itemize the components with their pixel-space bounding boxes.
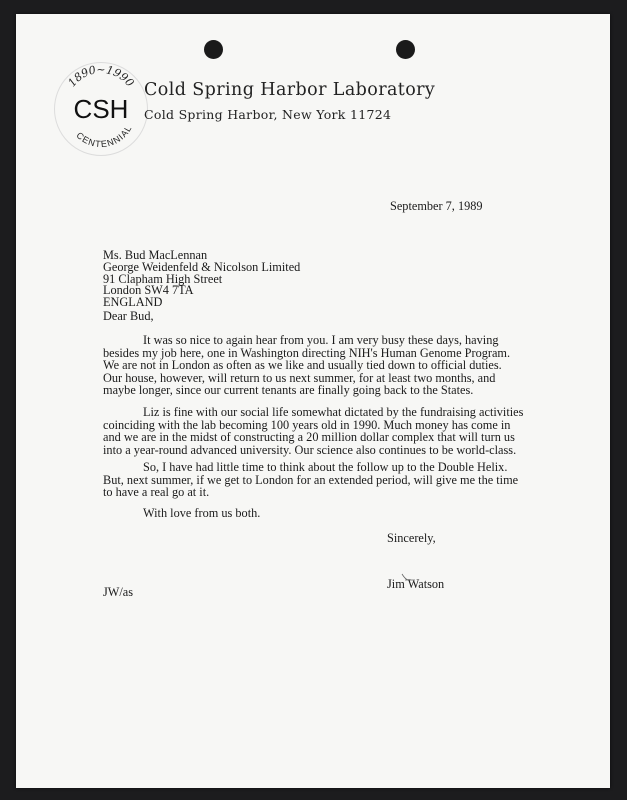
salutation: Dear Bud,: [103, 309, 154, 323]
institution-name: Cold Spring Harbor Laboratory: [144, 80, 436, 100]
paragraph-line: It was so nice to again hear from you. I am very busy these days, having: [143, 333, 499, 347]
paragraph-line: Our house, however, will return to us next summer, for at least two months, and: [103, 370, 496, 385]
body-paragraph-3: [103, 461, 518, 499]
seal-initials-text: CSH: [73, 94, 129, 124]
body-paragraph-2: [103, 406, 523, 456]
signer-name: Jim Watson: [387, 577, 445, 591]
paragraph-line: So, I have had little time to think about the follow up to the Double Helix.: [143, 460, 508, 474]
paragraph-line: into a year-round advanced university. Our science also continues to be world-class.: [103, 442, 517, 457]
seal-years-text: 1890~1990: [65, 63, 137, 90]
paragraph-line: Liz is fine with our social life somewhat dictated by the fundraising activities: [143, 405, 524, 419]
paragraph-line: besides my job here, one in Washington directing NIH's Human Genome Program.: [103, 345, 511, 360]
sign-off: Sincerely,: [387, 531, 436, 545]
recipient-line: London SW4 7TA: [103, 283, 194, 298]
closing-line: With love from us both.: [143, 506, 261, 520]
centennial-seal-logo: [54, 62, 148, 156]
svg-text:CENTENNIAL: [74, 123, 133, 149]
recipient-line: Ms. Bud MacLennan: [103, 248, 208, 262]
recipient-address-block: [103, 250, 300, 309]
letter-page: [16, 14, 610, 788]
seal-word-text: CENTENNIAL: [74, 123, 134, 150]
paragraph-line: But, next summer, if we get to London for an extended period, will give me the time: [103, 472, 519, 487]
letter-date: September 7, 1989: [390, 199, 483, 213]
institution-address: Cold Spring Harbor, New York 11724: [144, 107, 392, 122]
recipient-line: ENGLAND: [103, 295, 163, 310]
svg-text:1890~1990: [65, 63, 136, 89]
punch-hole-left: [204, 40, 223, 59]
paragraph-line: We are not in London as often as we like and usually tied down to official duties.: [103, 358, 502, 373]
recipient-line: George Weidenfeld & Nicolson Limited: [103, 259, 301, 274]
paragraph-line: to have a real go at it.: [103, 485, 210, 500]
paragraph-line: maybe longer, since our current tenants are finally going back to the States.: [103, 383, 474, 398]
paragraph-line: coinciding with the lab becoming 100 years old in 1990. Much money has come in: [103, 417, 511, 432]
punch-hole-right: [396, 40, 415, 59]
typist-initials: JW/as: [103, 585, 134, 599]
recipient-line: 91 Clapham High Street: [103, 271, 223, 286]
body-paragraph-1: [103, 334, 510, 397]
paragraph-line: and we are in the midst of constructing a 20 million dollar complex that will turn us: [103, 430, 515, 445]
